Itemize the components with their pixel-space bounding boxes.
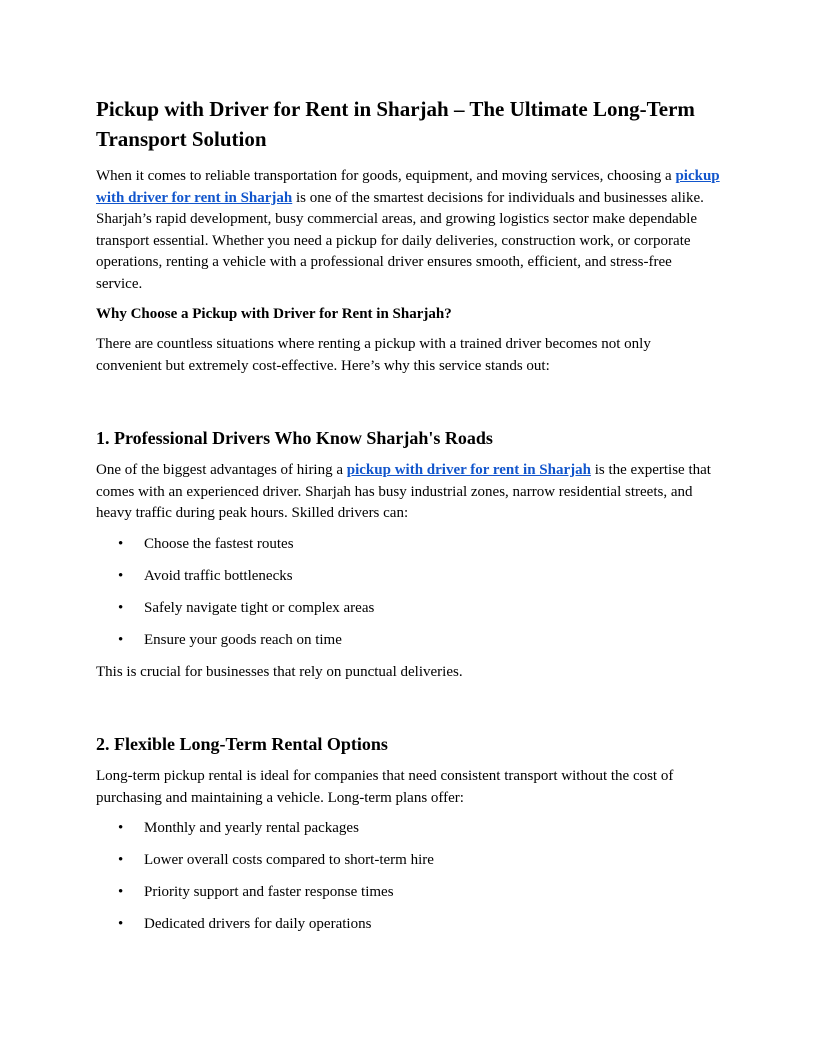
list-item: • Priority support and faster response times	[96, 882, 720, 903]
intro-text-after: is one of the smartest decisions for individuals and businesses alike. Sharjah’s rapid development, busy commercial areas, and growing logistics sector make dependable transport essential. Whether you need a pickup for daily deliveries, construction work, or corporate operations, renting a vehicle with a professional driver ensures smooth, efficient, and stress-free service.	[96, 189, 704, 292]
section1-heading: 1. Professional Drivers Who Know Sharjah's Roads	[96, 428, 493, 448]
list-item: • Safely navigate tight or complex areas	[96, 598, 720, 619]
why-heading: Why Choose a Pickup with Driver for Rent in Sharjah?	[96, 306, 452, 322]
intro-text-before: When it comes to reliable transportation for goods, equipment, and moving services, choosing a	[96, 168, 676, 184]
list-item: • Lower overall costs compared to short-term hire	[96, 850, 720, 871]
list-item: • Monthly and yearly rental packages	[96, 818, 720, 839]
why-paragraph: There are countless situations where renting a pickup with a trained driver becomes not only convenient but extremely cost-effective. Here’s why this service stands out:	[96, 336, 651, 374]
page-title: Pickup with Driver for Rent in Sharjah – The Ultimate Long-Term Transport Solution	[96, 97, 695, 151]
intro-link[interactable]: pickup with driver for rent in Sharjah	[96, 168, 720, 206]
list-item: • Dedicated drivers for daily operations	[96, 914, 720, 935]
list-item: • Ensure your goods reach on time	[96, 630, 720, 651]
section2-heading: 2. Flexible Long-Term Rental Options	[96, 734, 388, 754]
section1-closing: This is crucial for businesses that rely on punctual deliveries.	[96, 663, 463, 680]
intro-paragraph	[96, 166, 720, 295]
section1-paragraph	[96, 460, 720, 525]
section1-link[interactable]: pickup with driver for rent in Sharjah	[346, 462, 591, 478]
section2-list	[96, 818, 720, 935]
section1-text-before: One of the biggest advantages of hiring a	[96, 462, 347, 478]
section1-list	[96, 534, 720, 651]
list-item: • Choose the fastest routes	[96, 534, 720, 555]
section1-text-after: is the expertise that comes with an experienced driver. Sharjah has busy industrial zones, narrow residential streets, and heavy traffic during peak hours. Skilled drivers can:	[96, 462, 711, 521]
list-item: • Avoid traffic bottlenecks	[96, 566, 720, 587]
section2-paragraph: Long-term pickup rental is ideal for companies that need consistent transport without the cost of purchasing and maintaining a vehicle. Long-term plans offer:	[96, 768, 674, 806]
document-content	[96, 94, 720, 946]
